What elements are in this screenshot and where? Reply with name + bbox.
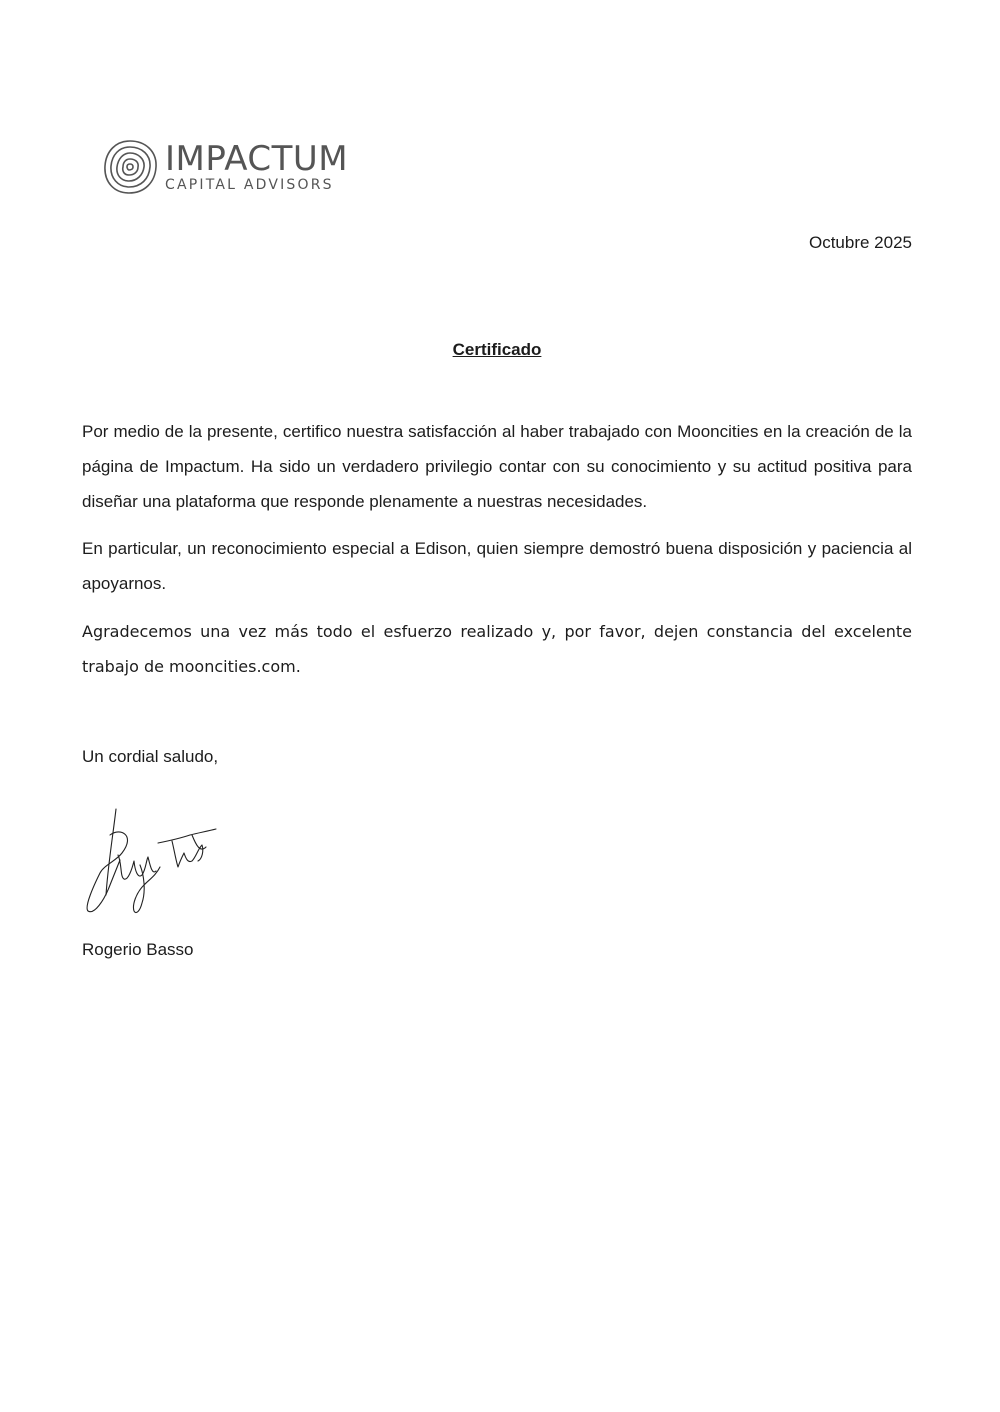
company-logo bbox=[101, 138, 348, 196]
letter-title: Certificado bbox=[452, 340, 542, 359]
body-paragraph-1: Por medio de la presente, certifico nuestra satisfacción al haber trabajado con Mooncities en la creación de la página de Impactum. Ha sido un verdadero privilegio contar con su conocimiento y su actitud positiva para diseñar una plataforma que responde plenamente a nuestras necesidades. bbox=[82, 422, 912, 511]
signer-name: Rogerio Basso bbox=[82, 940, 194, 959]
body-paragraph-2: En particular, un reconocimiento especial a Edison, quien siempre demostró buena disposición y paciencia al apoyarnos. bbox=[82, 539, 912, 593]
signature-icon bbox=[80, 805, 225, 920]
concentric-rings-icon bbox=[101, 138, 159, 196]
logo-name: IMPACTUM bbox=[165, 138, 349, 179]
body-paragraph-3: Agradecemos una vez más todo el esfuerzo realizado y, por favor, dejen constancia del excelente trabajo de mooncities.com. bbox=[82, 622, 912, 676]
logo-subtitle: CAPITAL ADVISORS bbox=[165, 176, 334, 193]
closing-salutation: Un cordial saludo, bbox=[82, 747, 219, 766]
letter-date: Octubre 2025 bbox=[808, 233, 912, 252]
